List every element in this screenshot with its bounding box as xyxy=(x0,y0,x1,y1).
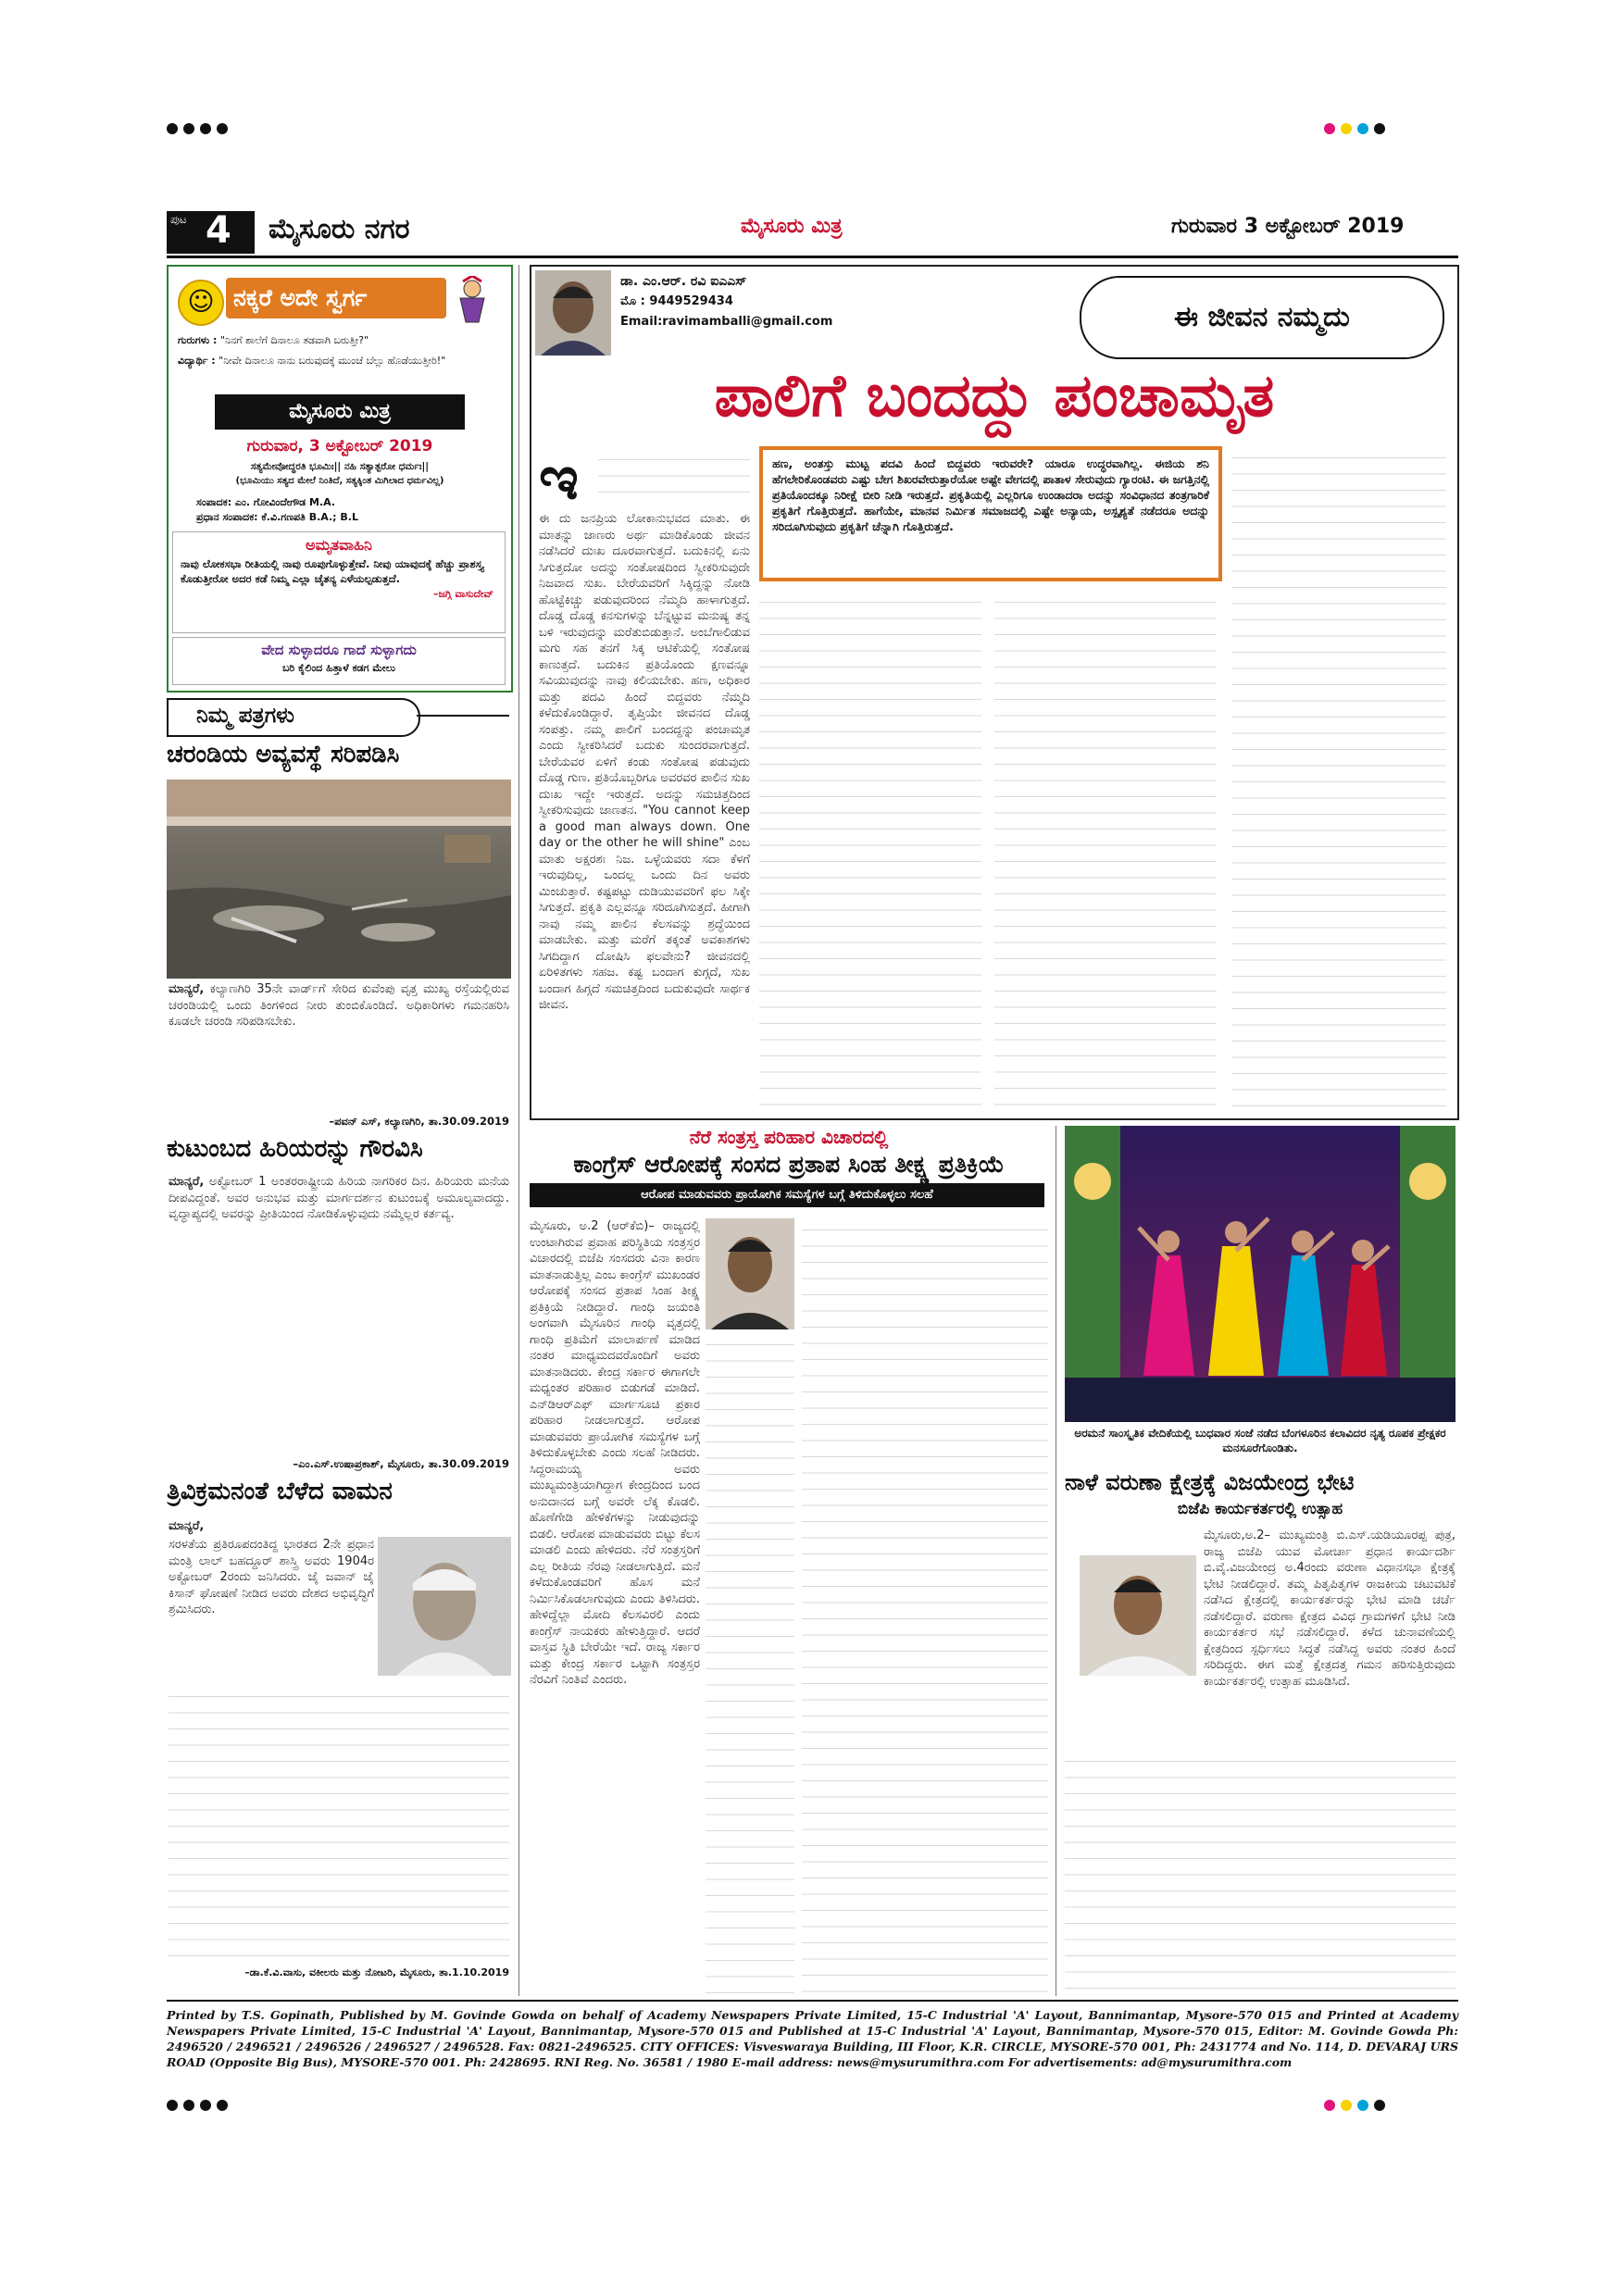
author-photo xyxy=(535,270,611,356)
page-number-block xyxy=(167,211,255,254)
column-body-col-1-top xyxy=(598,448,750,507)
shastri-photo xyxy=(378,1537,511,1676)
column-body-col-1: ಈ ದು ಜನಪ್ರಿಯ ಲೋಕಾನುಭವದ ಮಾತು. ಈ ಮಾತನ್ನು ಜಾಣರು ಅರ್ಥ ಮಾಡಿಕೊಂಡು ಜೀವನ ನಡೆಸಿದರೆ ದುಃಖ ದೂರವಾಗುತ್ತದೆ. ಬದುಕಿನಲ್ಲಿ ಏನು ಸಿಗುತ್ತದೋ ಅದನ್ನು ಸಂತೋಷದಿಂದ ಸ್ವೀಕರಿಸುವುದೇ ನಿಜವಾದ ಸುಖ. ಬೇರೆಯವರಿಗೆ ಸಿಕ್ಕಿದ್ದನ್ನು ನೋಡಿ ಹೊಟ್ಟೆಕಿಚ್ಚು ಪಡುವುದರಿಂದ ನೆಮ್ಮದಿ ಹಾಳಾಗುತ್ತದೆ. ದೊಡ್ಡ ದೊಡ್ಡ ಕನಸುಗಳನ್ನು ಬೆನ್ನಟ್ಟುವ ಮನುಷ್ಯ ತನ್ನ ಬಳಿ ಇರುವುದನ್ನು ಮರೆತುಬಿಡುತ್ತಾನೆ. ಅಂಬೆಗಾಲಿಡುವ ಮಗು ಸಹ ತನಗೆ ಸಿಕ್ಕ ಆಟಿಕೆಯಲ್ಲಿ ಸಂತೋಷ ಕಾಣುತ್ತದೆ. ಬದುಕಿನ ಪ್ರತಿಯೊಂದು ಕ್ಷಣವನ್ನೂ ಸವಿಯುವುದನ್ನು ನಾವು ಕಲಿಯಬೇಕು. ಹಣ, ಅಧಿಕಾರ ಮತ್ತು ಪದವಿ ಹಿಂದೆ ಬಿದ್ದವರು ನೆಮ್ಮದಿ ಕಳೆದುಕೊಂಡಿದ್ದಾರೆ. ತೃಪ್ತಿಯೇ ಜೀವನದ ದೊಡ್ಡ ಸಂಪತ್ತು. ನಮ್ಮ ಪಾಲಿಗೆ ಬಂದದ್ದನ್ನು ಪಂಚಾಮೃತ ಎಂದು ಸ್ವೀಕರಿಸಿದರೆ ಬದುಕು ಸುಂದರವಾಗುತ್ತದೆ. ಬೇರೆಯವರ ಏಳಿಗೆ ಕಂಡು ಸಂತೋಷ ಪಡುವುದು ದೊಡ್ಡ ಗುಣ. ಪ್ರತಿಯೊಬ್ಬರಿಗೂ ಅವರವರ ಪಾಲಿನ ಸುಖ ದುಃಖ ಇದ್ದೇ ಇರುತ್ತದೆ. ಅದನ್ನು ಸಮಚಿತ್ತದಿಂದ ಸ್ವೀಕರಿಸುವುದು ಜಾಣತನ. "You cannot keep a good man always down. One day or the other he will shine" ಎಂಬ ಮಾತು ಅಕ್ಷರಶಃ ನಿಜ. ಒಳ್ಳೆಯವರು ಸದಾ ಕೆಳಗೆ ಇರುವುದಿಲ್ಲ, ಒಂದಲ್ಲ ಒಂದು ದಿನ ಅವರು ಮಿಂಚುತ್ತಾರೆ. ಕಷ್ಟಪಟ್ಟು ದುಡಿಯುವವರಿಗೆ ಫಲ ಸಿಕ್ಕೇ ಸಿಗುತ್ತದೆ. ಪ್ರಕೃತಿ ಎಲ್ಲವನ್ನೂ ಸರಿದೂಗಿಸುತ್ತದೆ. ಹೀಗಾಗಿ ನಾವು ನಮ್ಮ ಪಾಲಿನ ಕೆಲಸವನ್ನು ಶ್ರದ್ಧೆಯಿಂದ ಮಾಡಬೇಕು. ಮತ್ತು ಮರೆಗೆ ತಕ್ಕಂತೆ ಅವಕಾಶಗಳು ಸಿಗದಿದ್ದಾಗ ದೋಷಿಸಿ ಫಲವೇನು? ಜೀವನದಲ್ಲಿ ಏರಿಳಿತಗಳು ಸಹಜ. ಕಷ್ಟ ಬಂದಾಗ ಕುಗ್ಗದೆ, ಸುಖ ಬಂದಾಗ ಹಿಗ್ಗದೆ ಸಮಚಿತ್ತದಿಂದ ಬದುಕುವುದೇ ಸಾರ್ಥಕ ಜೀವನ. xyxy=(539,512,750,1012)
header-date: ಗುರುವಾರ 3 ಅಕ್ಟೋಬರ್ 2019 xyxy=(1171,215,1405,238)
registration-dots-top-left xyxy=(167,120,233,138)
mast-box-logo: ಮೈಸೂರು ಮಿತ್ರ xyxy=(215,394,465,430)
column-article-box xyxy=(530,265,1459,1120)
column-body-col-2 xyxy=(759,591,981,1109)
laughing-emoji-icon: ☺ xyxy=(178,280,224,326)
letters-banner-text: ನಿಮ್ಮ ಪತ್ರಗಳು xyxy=(196,704,294,728)
mast-box-motto-meaning: (ಭೂಮಿಯು ಸತ್ಯದ ಮೇಲೆ ನಿಂತಿದೆ, ಸತ್ಯಕ್ಕಿಂತ ಮಿಗಿಲಾದ ಧರ್ಮವಿಲ್ಲ) xyxy=(235,476,444,486)
registration-dots-top-right xyxy=(1324,120,1391,138)
joke-line-2 xyxy=(178,354,502,368)
amrutha-title: ಅಮೃತವಾಹಿನಿ xyxy=(306,536,372,554)
dance-photo-caption: ಅರಮನೆ ಸಾಂಸ್ಕೃತಿಕ ವೇದಿಕೆಯಲ್ಲಿ ಬುಧವಾರ ಸಂಜೆ ನಡೆದ ಬೆಂಗಳೂರಿನ ಕಲಾವಿದರ ನೃತ್ಯ ರೂಪಕ ಪ್ರೇಕ್ಷಕರ ಮನಸೂರೆಗೊಂಡಿತು. xyxy=(1074,1427,1446,1454)
section-title: ಮೈಸೂರು ನಗರ xyxy=(269,213,410,245)
politics-body-col-2 xyxy=(802,1218,1048,1996)
header-rule xyxy=(167,256,1458,258)
letter-2-signature: –ಎಂ.ಎಸ್.ಉಷಾಪ್ರಕಾಶ್, ಮೈಸೂರು, ತಾ.30.09.2019 xyxy=(293,1457,509,1470)
dance-photo xyxy=(1065,1126,1455,1422)
registration-dots-bottom-left xyxy=(167,2097,233,2115)
letter-1-signature: –ಪವನ್ ಎಸ್, ಕಲ್ಯಾಣಗಿರಿ, ತಾ.30.09.2019 xyxy=(329,1115,509,1128)
pratap-simha-photo xyxy=(706,1218,794,1329)
column-headline: ಪಾಲಿಗೆ ಬಂದದ್ದು ಪಂಚಾಮೃತ xyxy=(714,362,1275,430)
pull-quote-box xyxy=(759,446,1222,581)
letter-1-salutation: ಮಾನ್ಯರೆ, xyxy=(169,982,205,996)
nakkare-title: ನಕ್ಕರೆ ಅದೇ ಸ್ವರ್ಗ xyxy=(226,278,446,318)
letter-3-body: ಸರಳತೆಯ ಪ್ರತಿರೂಪದಂತಿದ್ದ ಭಾರತದ 2ನೇ ಪ್ರಧಾನ ಮಂತ್ರಿ ಲಾಲ್ ಬಹದ್ದೂರ್ ಶಾಸ್ತ್ರಿ ಅವರು 1904ರ ಅಕ್ಟೋಬರ್ 2ರಂದು ಜನಿಸಿದರು. ಜೈ ಜವಾನ್ ಜೈ ಕಿಸಾನ್ ಘೋಷಣೆ ನೀಡಿದ ಅವರು ದೇಶದ ಅಭಿವೃದ್ಧಿಗೆ ಶ್ರಮಿಸಿದರು. xyxy=(169,1538,374,1616)
imprint-rule xyxy=(167,2000,1458,2002)
page-label: ಪುಟ xyxy=(170,213,187,226)
politics-headline: ಕಾಂಗ್ರೆಸ್ ಆರೋಪಕ್ಕೆ ಸಂಸದ ಪ್ರತಾಪ ಸಿಂಹ ತೀಕ್ಷ್ಣ ಪ್ರತಿಕ್ರಿಯೆ xyxy=(573,1151,1005,1178)
joke-speaker-2: ವಿದ್ಯಾರ್ಥಿ : xyxy=(178,355,216,367)
author-email: Email:ravimamballi@gmail.com xyxy=(620,315,833,329)
amrutha-box xyxy=(172,531,506,633)
amrutha-quote: ನಾವು ಲೋಕಸಭಾ ರೀತಿಯಲ್ಲಿ ನಾವು ರೂಪುಗೊಳ್ಳುತ್ತೇವೆ. ನೀವು ಯಾವುದಕ್ಕೆ ಹೆಚ್ಚು ಪ್ರಾಶಸ್ತ್ಯ ಕೊಡುತ್ತೀರೋ ಅದರ ಕಡೆ ನಿಮ್ಮ ಎಲ್ಲಾ ಚೈತನ್ಯ ಎಳೆಯಲ್ಪಡುತ್ತದೆ. xyxy=(181,557,483,585)
letters-banner xyxy=(167,698,420,737)
imprint-text: Printed by T.S. Gopinath, Published by M. Govinde Gowda on behalf of Academy Newspapers Private Limited, 15-C Industrial 'A' Layout, Bannimantap, Mysore-570 015 and Printed at Academy Newspapers Private Limited, 15-C Industrial 'A' Layout, Bannimantap, Mysore-570 015 and Published at 15-C Industrial 'A' Layout, Bannimantap, Mysore-570 015, Editor: M. Govinde Gowda Ph: 2496520 / 2496521 / 2496526 / 2496527 / 2496528. Fax: 0821-2496525. CITY OFFICES: Visveswaraya Building, III Floor, K.R. CIRCLE, MYSORE-570 001, Ph: 2431774 and No. 114, D. DEVARAJ URS ROAD (Opposite Big Bus), MYSORE-570 001. Ph: 2428695. RNI Reg. No. 36581 / 1980 E-mail address: news@mysurumithra.com For advertisements: ad@mysurumithra.com xyxy=(167,2008,1458,2069)
politics-body-col-1b xyxy=(706,1333,794,1996)
drain-photo xyxy=(167,780,511,979)
pull-quote-text: ಹಣ, ಅಂತಸ್ತು ಮುಟ್ಟ ಪದವಿ ಹಿಂದೆ ಬಿದ್ದವರು ಇರುವರೇ? ಯಾರೂ ಉದ್ಧರವಾಗಿಲ್ಲ. ಈಜಿಯ ಶನಿ ಹೆಗಲೇರಿಕೊಂಡವರು ಎಷ್ಟು ಬೇಗ ಶಿಖರವೇರುತ್ತಾರೆಯೋ ಅಷ್ಟೇ ವೇಗದಲ್ಲಿ ಪಾತಾಳ ಸೇರುವುದು ಗ್ಯಾರಂಟಿ. ಈ ಜಗತ್ತಿನಲ್ಲಿ ಪ್ರತಿಯೊಂದಕ್ಕೂ ನಿರೀಕ್ಷೆ ಬೀರಿ ನೀಡಿ ಇರುತ್ತದೆ. ಪ್ರಕೃತಿಯಲ್ಲಿ ಎಲ್ಲರಿಗೂ ಉಂಡಾದರಾ ಅದನ್ನು ಸಂವಿಧಾನದ ತಂತ್ರಗಾರಿಕೆ ಪ್ರಕೃತಿಗೆ ಗೊತ್ತಿರುತ್ತದೆ. ಹಾಗೆಯೇ, ಮಾನವ ನಿರ್ಮಿತ ಸಮಾಜದಲ್ಲಿ ಎಷ್ಟೇ ಅನ್ಯಾಯ, ಅಸ್ಪೃಶ್ಯತೆ ನಡೆದರೂ ಅದನ್ನು ಸರಿದೂಗಿಸುವುದು ಪ್ರಕೃತಿಗೆ ಚೆನ್ನಾಗಿ ಗೊತ್ತಿರುತ್ತದೆ. xyxy=(772,456,1209,533)
column-dropcap: ಇ xyxy=(539,443,579,514)
amrutha-author: –ಜಗ್ಗಿ ವಾಸುದೇವ್ xyxy=(433,588,493,600)
mast-box-date: ಗುರುವಾರ, 3 ಅಕ್ಟೋಬರ್ 2019 xyxy=(246,437,433,455)
letter-3-salutation: ಮಾನ್ಯರೆ, xyxy=(169,1519,205,1533)
veda-line-1: ವೇದ ಸುಳ್ಳಾದರೂ ಗಾದೆ ಸುಳ್ಳಾಗದು xyxy=(261,642,417,658)
jester-icon xyxy=(451,276,493,324)
page-number: 4 xyxy=(206,209,231,252)
letter-2-text: ಅಕ್ಟೋಬರ್ 1 ಅಂತರರಾಷ್ಟ್ರೀಯ ಹಿರಿಯ ನಾಗರಿಕರ ದಿನ. ಹಿರಿಯರು ಮನೆಯ ದೀಪವಿದ್ದಂತೆ. ಅವರ ಅನುಭವ ಮತ್ತು ಮಾರ್ಗದರ್ಶನ ಕುಟುಂಬಕ್ಕೆ ಅಮೂಲ್ಯವಾದದ್ದು. ವೃದ್ಧಾಪ್ಯದಲ್ಲಿ ಅವರನ್ನು ಪ್ರೀತಿಯಿಂದ ನೋಡಿಕೊಳ್ಳುವುದು ನಮ್ಮೆಲ್ಲರ ಕರ್ತವ್ಯ. xyxy=(169,1175,509,1221)
joke-line-1 xyxy=(178,333,502,347)
author-phone: ಮೊ : 9449529434 xyxy=(620,294,733,308)
joke-speaker-1: ಗುರುಗಳು : xyxy=(178,334,218,346)
politics-body-col-1: ಮೈಸೂರು, ಅ.2 (ಆರ್‌ಕೆಬಿ)– ರಾಜ್ಯದಲ್ಲಿ ಉಂಟಾಗಿರುವ ಪ್ರವಾಹ ಪರಿಸ್ಥಿತಿಯ ಸಂತ್ರಸ್ತರ ವಿಚಾರದಲ್ಲಿ ಬಿಜೆಪಿ ಸಂಸದರು ವಿನಾ ಕಾರಣ ಮಾತನಾಡುತ್ತಿಲ್ಲ ಎಂಬ ಕಾಂಗ್ರೆಸ್ ಮುಖಂಡರ ಆರೋಪಕ್ಕೆ ಸಂಸದ ಪ್ರತಾಪ ಸಿಂಹ ತೀಕ್ಷ್ಣ ಪ್ರತಿಕ್ರಿಯೆ ನೀಡಿದ್ದಾರೆ. ಗಾಂಧಿ ಜಯಂತಿ ಅಂಗವಾಗಿ ಮೈಸೂರಿನ ಗಾಂಧಿ ವೃತ್ತದಲ್ಲಿ ಗಾಂಧಿ ಪ್ರತಿಮೆಗೆ ಮಾಲಾರ್ಪಣೆ ಮಾಡಿದ ನಂತರ ಮಾಧ್ಯಮದವರೊಂದಿಗೆ ಅವರು ಮಾತನಾಡಿದರು. ಕೇಂದ್ರ ಸರ್ಕಾರ ಈಗಾಗಲೇ ಮಧ್ಯಂತರ ಪರಿಹಾರ ಬಿಡುಗಡೆ ಮಾಡಿದೆ. ಎನ್‌ಡಿಆರ್‌ಎಫ್ ಮಾರ್ಗಸೂಚಿ ಪ್ರಕಾರ ಪರಿಹಾರ ನೀಡಲಾಗುತ್ತದೆ. ಆರೋಪ ಮಾಡುವವರು ಪ್ರಾಯೋಗಿಕ ಸಮಸ್ಯೆಗಳ ಬಗ್ಗೆ ತಿಳಿದುಕೊಳ್ಳಬೇಕು ಎಂದು ಸಲಹೆ ನೀಡಿದರು. ಸಿದ್ದರಾಮಯ್ಯ ಅವರು ಮುಖ್ಯಮಂತ್ರಿಯಾಗಿದ್ದಾಗ ಕೇಂದ್ರದಿಂದ ಬಂದ ಅನುದಾನದ ಬಗ್ಗೆ ಅವರೇ ಲೆಕ್ಕ ಕೊಡಲಿ. ಹೊಣೆಗೇಡಿ ಹೇಳಿಕೆಗಳನ್ನು ನೀಡುವುದನ್ನು ಬಿಡಲಿ. ಆರೋಪ ಮಾಡುವವರು ಬಿಟ್ಟು ಕೆಲಸ ಮಾಡಲಿ ಎಂದು ಹೇಳಿದರು. ನೆರೆ ಸಂತ್ರಸ್ತರಿಗೆ ಎಲ್ಲ ರೀತಿಯ ನೆರವು ನೀಡಲಾಗುತ್ತಿದೆ. ಮನೆ ಕಳೆದುಕೊಂಡವರಿಗೆ ಹೊಸ ಮನೆ ನಿರ್ಮಿಸಿಕೊಡಲಾಗುವುದು ಎಂದು ತಿಳಿಸಿದರು. ಹೇಳಿದ್ದೆಲ್ಲಾ ಮೋದಿ ಕೆಲಸವಿರಲಿ ಎಂದು ಕಾಂಗ್ರೆಸ್ ನಾಯಕರು ಹೇಳುತ್ತಿದ್ದಾರೆ. ಆದರೆ ವಾಸ್ತವ ಸ್ಥಿತಿ ಬೇರೆಯೇ ಇದೆ. ರಾಜ್ಯ ಸರ್ಕಾರ ಮತ್ತು ಕೇಂದ್ರ ಸರ್ಕಾರ ಒಟ್ಟಾಗಿ ಸಂತ್ರಸ್ತರ ನೆರವಿಗೆ ನಿಂತಿವೆ ಎಂದರು. xyxy=(530,1219,700,1687)
series-title-badge xyxy=(1080,276,1444,359)
mast-box-chief-editor: ಪ್ರಧಾನ ಸಂಪಾದಕ: ಕೆ.ವಿ.ಗಣಪತಿ B.A.; B.L xyxy=(196,511,358,523)
letter-3-title: ತ್ರಿವಿಕ್ರಮನಂತೆ ಬೆಳೆದ ವಾಮನ xyxy=(167,1478,393,1505)
column-body-col-3 xyxy=(994,591,1217,1109)
letters-banner-rule xyxy=(417,715,509,717)
letter-3-body-cont xyxy=(169,1685,509,1963)
politics-kicker: ನೆರೆ ಸಂತ್ರಸ್ತ ಪರಿಹಾರ ವಿಚಾರದಲ್ಲಿ xyxy=(689,1126,889,1148)
veda-line-2: ಬರಿ ಕೈಲಿಂದ ಹಿತ್ತಾಳೆ ಕಡಗ ಮೇಲು xyxy=(281,662,396,674)
vijayendra-photo xyxy=(1080,1555,1196,1676)
veda-box xyxy=(172,637,506,685)
mast-box-motto: ಸತ್ಯಮೇವೋದ್ಧರತಿ ಭೂಮಿಃ|| ನಹಿ ಸತ್ಯಾತ್ಪರೋ ಧರ್ಮಃ|| xyxy=(250,461,430,472)
bjp-subhead: ಬಿಜೆಪಿ ಕಾರ್ಯಕರ್ತರಲ್ಲಿ ಉತ್ಸಾಹ xyxy=(1177,1500,1343,1518)
letter-2-title: ಕುಟುಂಬದ ಹಿರಿಯರನ್ನು ಗೌರವಿಸಿ xyxy=(167,1135,423,1163)
letter-1-text: ಕಲ್ಯಾಣಗಿರಿ 35ನೇ ವಾರ್ಡ್‌ಗೆ ಸೇರಿದ ಕುವೆಂಪು ವೃತ್ತ ಮುಖ್ಯ ರಸ್ತೆಯಲ್ಲಿರುವ ಚರಂಡಿಯಲ್ಲಿ ಒಂದು ತಿಂಗಳಿಂದ ನೀರು ತುಂಬಿಕೊಂಡಿದೆ. ಅಧಿಕಾರಿಗಳು ಗಮನಹರಿಸಿ ಕೂಡಲೇ ಚರಂಡಿ ಸರಿಪಡಿಸಬೇಕು. xyxy=(169,982,509,1029)
joke-text-2: "ನೀವೇ ದಿನಾಲೂ ನಾನು ಬರುವುದಕ್ಕೆ ಮುಂಚೆ ಬೆಲ್ಲು ಹೊಡೆಯುತ್ತೀರಿ!" xyxy=(219,355,446,367)
column-divider xyxy=(518,265,519,1996)
series-title: ಈ ಜೀವನ ನಮ್ಮದು xyxy=(1174,301,1350,333)
joke-text-1: "ನಿನಗೆ ಶಾಲೆಗೆ ದಿನಾಲೂ ತಡವಾಗಿ ಬರುತ್ತೀ?" xyxy=(219,334,369,346)
left-column-top-box xyxy=(167,265,513,693)
masthead-logo: ಮೈಸೂರು ಮಿತ್ರ xyxy=(741,215,843,238)
letter-1-title: ಚರಂಡಿಯ ಅವ್ಯವಸ್ಥೆ ಸರಿಪಡಿಸಿ xyxy=(167,741,400,768)
bjp-headline: ನಾಳೆ ವರುಣಾ ಕ್ಷೇತ್ರಕ್ಕೆ ವಿಜಯೇಂದ್ರ ಭೇಟಿ xyxy=(1065,1469,1355,1495)
letter-2-salutation: ಮಾನ್ಯರೆ, xyxy=(169,1175,205,1189)
bjp-body-cont xyxy=(1065,1750,1455,1996)
registration-dots-bottom-right xyxy=(1324,2097,1391,2115)
column-body-col-4 xyxy=(1231,446,1446,1109)
letter-3-signature: –ಡಾ.ಕೆ.ವಿ.ವಾಸು, ವಕೀಲರು ಮತ್ತು ನೋಟರಿ, ಮೈಸೂರು, ತಾ.1.10.2019 xyxy=(244,1966,509,1978)
author-name: ಡಾ. ಎಂ.ಆರ್. ರವಿ ಐಎಎಸ್ xyxy=(620,274,747,289)
letter-1-body xyxy=(169,981,509,1111)
mast-box-editor: ಸಂಪಾದಕ: ಎಂ. ಗೋವಿಂದೇಗೌಡ M.A. xyxy=(196,496,336,508)
bjp-body: ಮೈಸೂರು,ಅ.2– ಮುಖ್ಯಮಂತ್ರಿ ಬಿ.ಎಸ್.ಯಡಿಯೂರಪ್ಪ ಪುತ್ರ, ರಾಜ್ಯ ಬಿಜೆಪಿ ಯುವ ಮೋರ್ಚಾ ಪ್ರಧಾನ ಕಾರ್ಯದರ್ಶಿ ಬಿ.ವೈ.ವಿಜಯೇಂದ್ರ ಅ.4ರಂದು ವರುಣಾ ವಿಧಾನಸಭಾ ಕ್ಷೇತ್ರಕ್ಕೆ ಭೇಟಿ ನೀಡಲಿದ್ದಾರೆ. ತಮ್ಮ ಪಿತೃಪಿತೃಗಳ ರಾಜಕೀಯ ಚಟುವಟಿಕೆ ನಡೆಸಿದ ಕ್ಷೇತ್ರದಲ್ಲಿ ಕಾರ್ಯಕರ್ತರನ್ನು ಭೇಟಿ ಮಾಡಿ ಚರ್ಚೆ ನಡೆಸಲಿದ್ದಾರೆ. ವರುಣಾ ಕ್ಷೇತ್ರದ ವಿವಿಧ ಗ್ರಾಮಗಳಿಗೆ ಭೇಟಿ ನೀಡಿ ಕಾರ್ಯಕರ್ತರ ಸಭೆ ನಡೆಸಲಿದ್ದಾರೆ. ಕಳೆದ ಚುನಾವಣೆಯಲ್ಲಿ ಕ್ಷೇತ್ರದಿಂದ ಸ್ಪರ್ಧಿಸಲು ಸಿದ್ಧತೆ ನಡೆಸಿದ್ದ ಅವರು ನಂತರ ಹಿಂದೆ ಸರಿದಿದ್ದರು. ಈಗ ಮತ್ತೆ ಕ್ಷೇತ್ರದತ್ತ ಗಮನ ಹರಿಸುತ್ತಿರುವುದು ಕಾರ್ಯಕರ್ತರಲ್ಲಿ ಉತ್ಸಾಹ ಮೂಡಿಸಿದೆ. xyxy=(1204,1529,1455,1689)
politics-subhead: ಆರೋಪ ಮಾಡುವವರು ಪ್ರಾಯೋಗಿಕ ಸಮಸ್ಯೆಗಳ ಬಗ್ಗೆ ತಿಳಿದುಕೊಳ್ಳಲು ಸಲಹೆ xyxy=(530,1183,1044,1207)
letter-2-body xyxy=(169,1174,509,1448)
